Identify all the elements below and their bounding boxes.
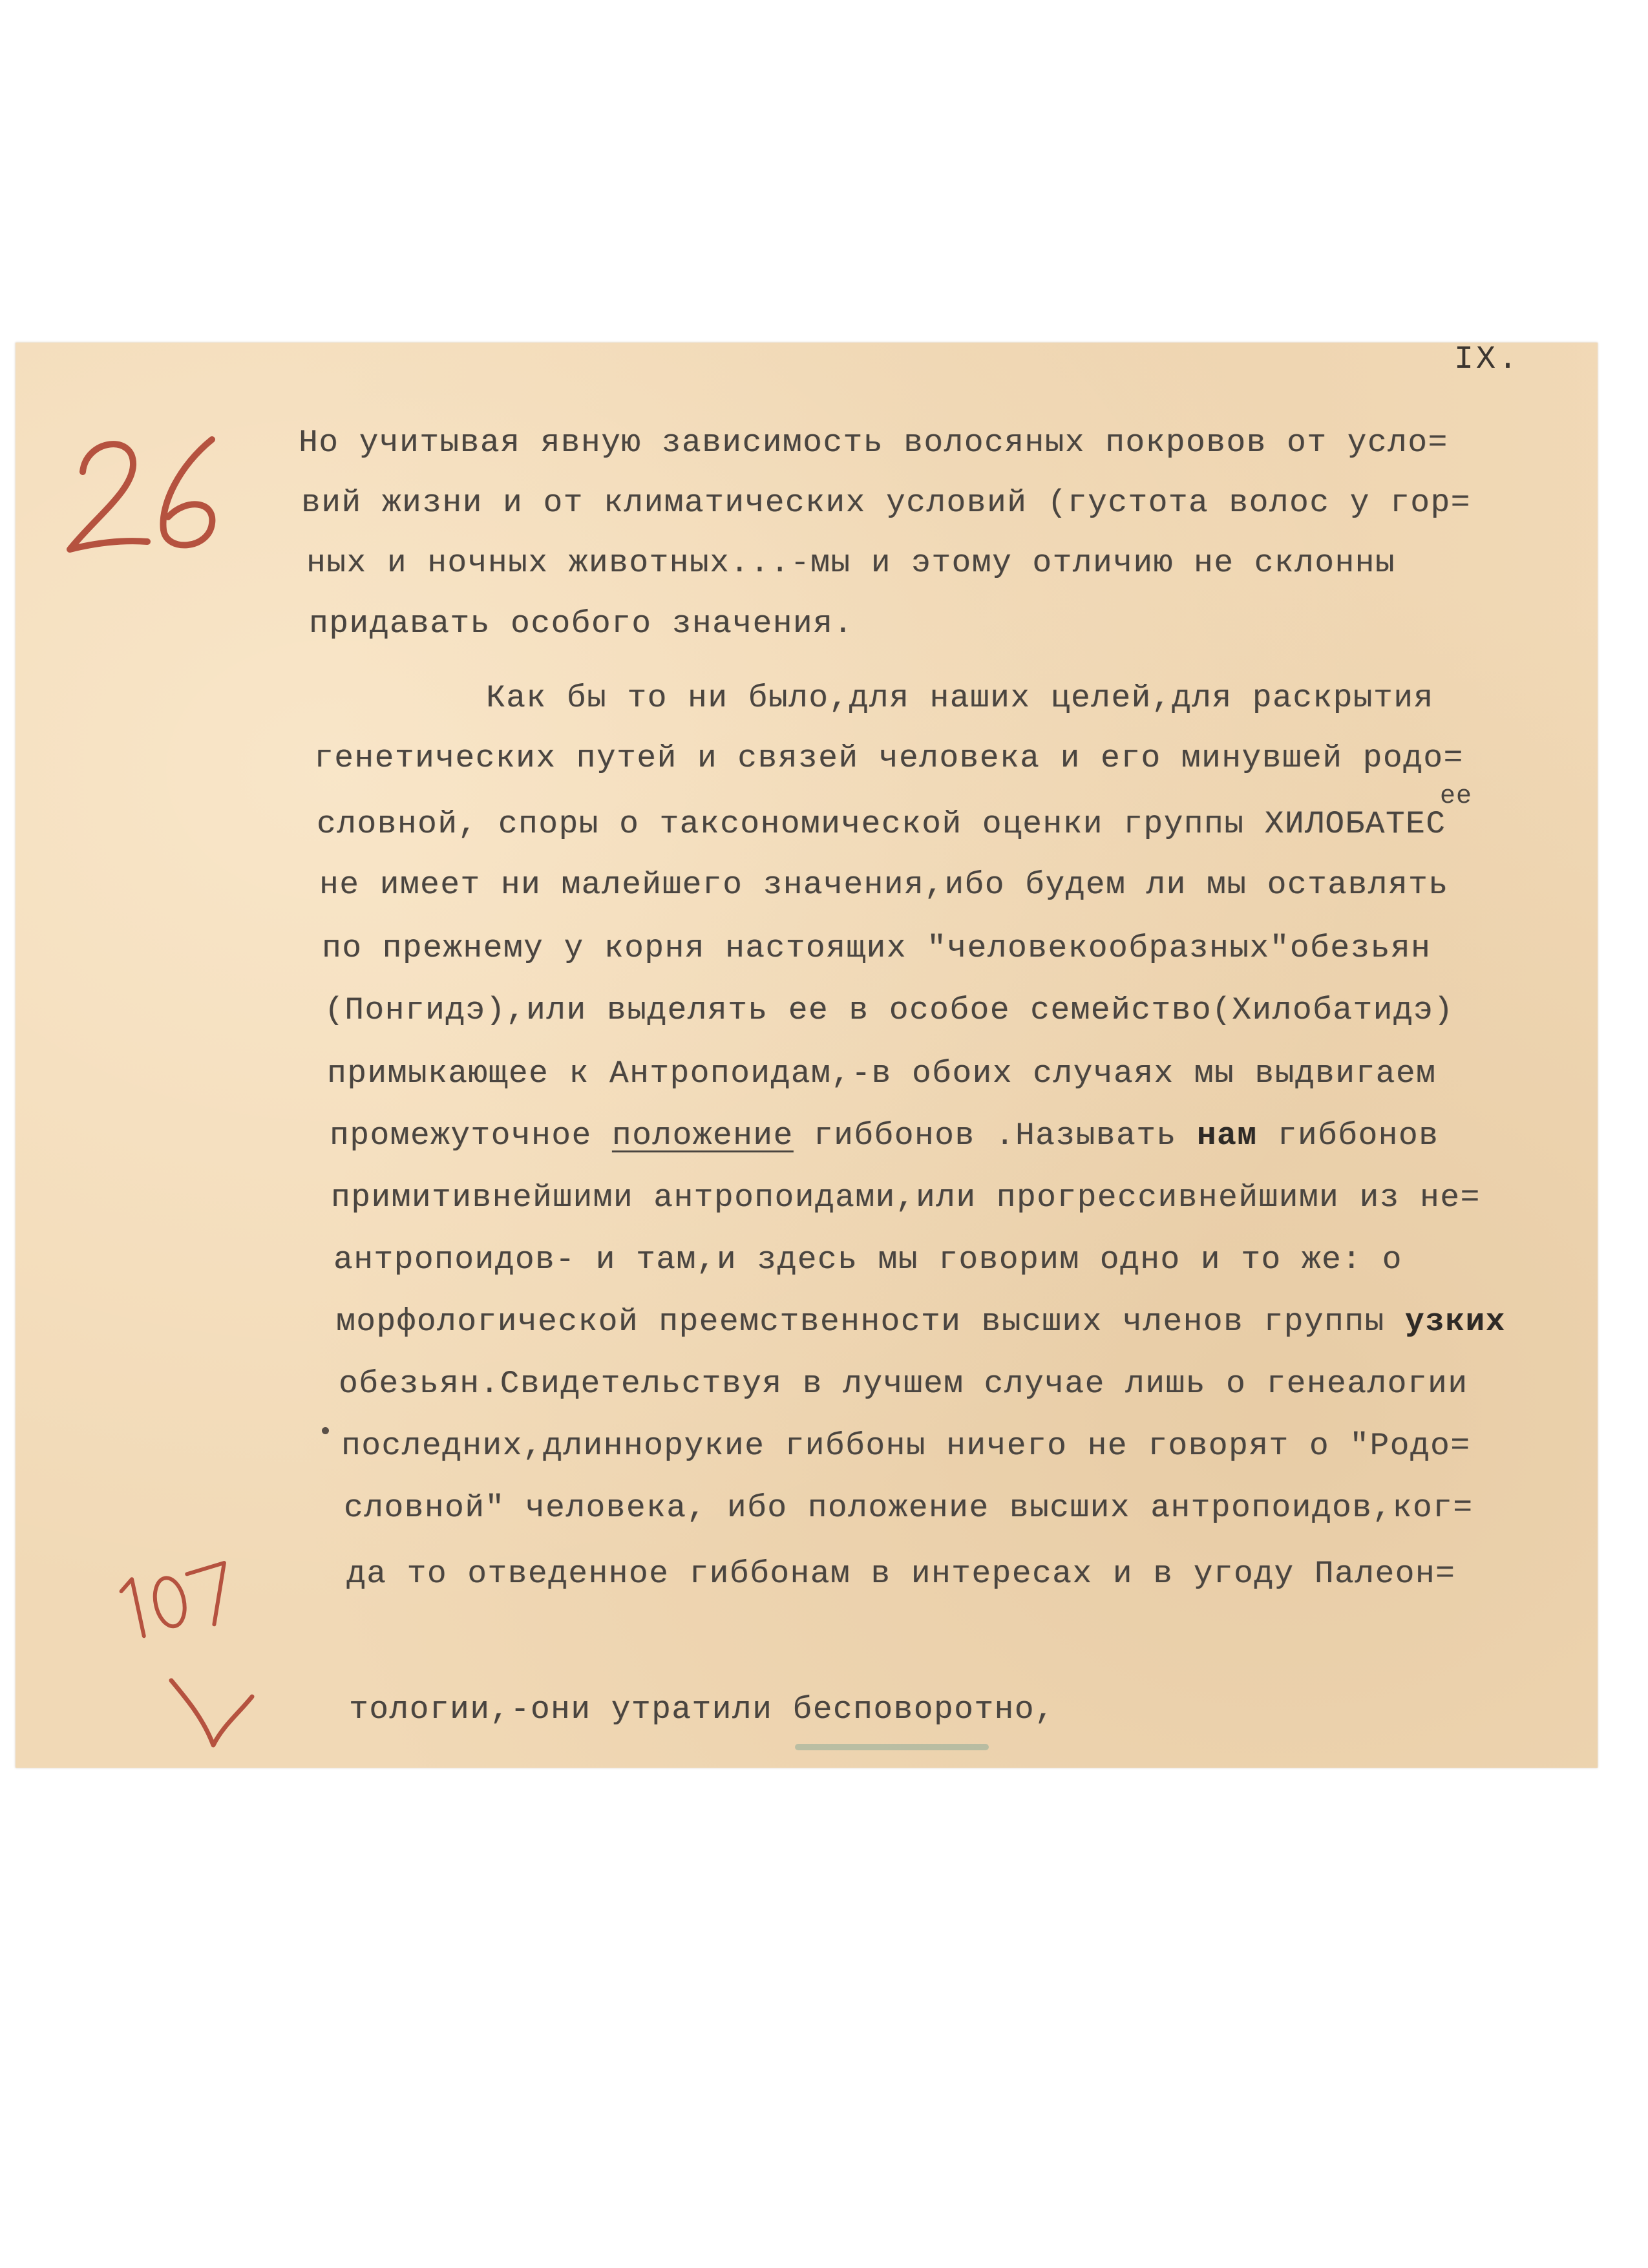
text-line-5: Как бы то ни было,для наших целей,для раскрытия [486,680,1434,716]
text-line-11: примыкающее к Антропоидам,-в обоих случаях мы выдвигаем [327,1055,1437,1092]
text-line-19: да то отведенное гиббонам в интересах и в угоду Палеон= [346,1556,1456,1592]
text-line-13: примитивнейшими антропоидами,или прогрессивнейшими из не= [331,1180,1481,1216]
archive-number [57,427,231,556]
text-line-18: словной" человека, ибо положение высших антропоидов,ког= [344,1490,1474,1526]
text-line-8: не имеет ни малейшего значения,ибо будем ли мы оставлять [319,867,1449,903]
text-line-2: вий жизни и от климатических условий (густота волос у гор= [301,485,1471,521]
text-line-1: Но учитывая явную зависимость волосяных покровов от усло= [299,425,1448,461]
overstruck-word: нам [1196,1118,1258,1154]
check-mark-handwriting [162,1668,259,1758]
text-line-17: последних,длиннорукие гиббоны ничего не говорят о "Родо= [341,1428,1471,1464]
text-line-9: по прежнему у корня настоящих "человекообразных"обезьян [322,930,1431,966]
interlinear-insertion: ее [1440,782,1473,811]
margin-note-handwriting [110,1542,239,1645]
text-line-6: генетических путей и связей человека и его минувшей родо= [314,740,1464,776]
text-line-20: тологии,-они утратили бесповоротно, [349,1691,1055,1728]
text-line-12 [330,1113,1439,1158]
text-line-14: антропоидов- и там,и здесь мы говорим одно и то же: о [333,1242,1402,1278]
check-mark-icon [162,1668,259,1758]
page-number: IX. [1454,341,1521,378]
underlined-word: положение [611,1118,794,1154]
text-line-16: обезьян.Свидетельствуя в лучшем случае лишь о генеалогии [339,1366,1468,1402]
text-line-4: придавать особого значения. [309,606,854,642]
text-line-7: словной, споры о таксономической оценки группы ХИЛОБАТЕС [317,806,1446,842]
overstruck-word-2: узких [1404,1304,1506,1340]
ink-smudge [795,1744,989,1750]
margin-note [110,1542,239,1645]
text-line-15 [336,1299,1506,1344]
text-line-12-part-2: гиббонов .Называть [793,1118,1197,1154]
text-line-10: (Понгидэ),или выделять ее в особое семейство(Хилобатидэ) [324,992,1454,1028]
text-line-3: ных и ночных животных...-мы и этому отличию не склонны [306,545,1396,581]
text-line-12-part-1: промежуточное [330,1118,612,1154]
archive-number-handwriting [57,427,231,556]
text-line-12-part-3: гиббонов [1257,1118,1439,1154]
margin-dot [322,1427,329,1434]
text-line-15-part-1: морфологической преемственности высших членов группы [336,1304,1405,1340]
